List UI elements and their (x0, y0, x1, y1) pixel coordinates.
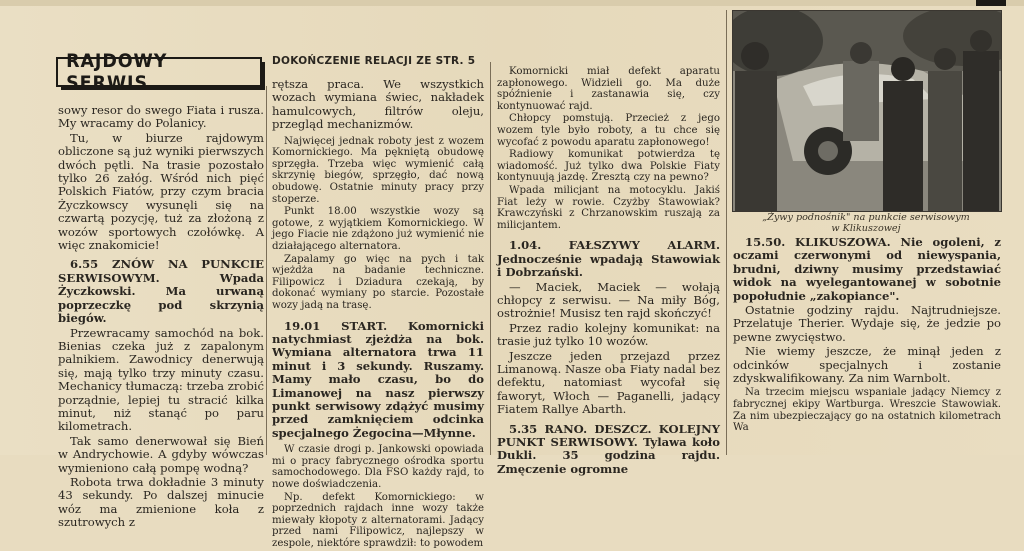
paragraph: Najwięcej jednak roboty jest z wozem Komornickiego. Ma pękniętą obudowę sprzęgła. Trzeba więc wymienić całą skrzynię biegów, sprzęgło, dać nową obudowę. Ostatnie minuty pracy przy stoperze. (272, 135, 484, 205)
small-print-block (272, 136, 484, 312)
top-edge (0, 0, 1024, 6)
paragraph: Przez radio kolejny komunikat: na trasie już tylko 10 wozów. (497, 320, 720, 349)
section-heading-paragraph: 19.01 START. Komornicki natychmiast zjeżdża na bok. Wymiana alternatora trwa 11 minut i 3 sekundy. Ruszamy. Mamy mało czasu, bo do Limanowej na nasz pierwszy punkt serwisowy zdążyć musimy przed zamknięciem odcinka specjalnego Żegocina—Młynne. (272, 318, 484, 440)
small-print-block (272, 444, 484, 549)
paragraph: Tak samo denerwował się Bień w Andrychowie. A gdyby wówczas wymieniono całą pompę wodną? (58, 433, 264, 475)
paragraph: Radiowy komunikat potwierdza tę wiadomość. Już tylko dwa Polskie Fiaty kontynuują jazdę. Zresztą czy na pewno? (497, 149, 720, 184)
page-corner-tab (976, 0, 1006, 6)
section-title: RAJDOWY SERWIS (66, 50, 168, 94)
paragraph: rętsza praca. We wszystkich wozach wymiana świec, nakładek hamulcowych, filtrów oleju, przegląd mechanizmów. (272, 77, 484, 132)
section-heading-paragraph: 6.55 ZNÓW NA PUNKCIE SERWISOWYM. Wpada Życzkowski. Ma urwaną poprzeczkę pod skrzynią biegów. (58, 257, 264, 326)
photo-illustration (733, 11, 1001, 211)
paragraph: — Maciek, Maciek — wołają chłopcy z serwisu. — Na miły Bóg, ostrożnie! Musisz ten rajd skończyć! (497, 279, 720, 321)
paragraph: Komornicki miał defekt aparatu zapłonowego. Widzieli go. Ma duże spóźnienie i zastanawia się, czy kontynuować rajd. (497, 66, 720, 112)
paragraph: Na trzecim miejscu wspaniale jadący Niemcy z fabrycznej ekipy Wartburga. Wreszcie Stawowiak. Za nim ubezpieczający go na ostatnich kilometrach Wa (733, 387, 1001, 434)
column-rule (726, 10, 727, 455)
paragraph: Chłopcy pomstują. Przecież z jego wozem tyle było roboty, a tu chce się wycofać z powodu aparatu zapłonowego! (497, 113, 720, 148)
paragraph: Np. defekt Komornickiego: w poprzednich rajdach inne wozy także miewały kłopoty z alternatorami. Jadący przed nami Filipowicz, najlepszy w zespole, niektóre sprawdził: to powodem (272, 491, 484, 549)
column-rule (266, 86, 267, 455)
paragraph: Robota trwa dokładnie 3 minuty 43 sekundy. Po dalszej minucie wóz ma zmienione koła z szutrowych z (58, 474, 264, 530)
article-column-4 (733, 236, 1001, 435)
paragraph: Nie wiemy jeszcze, że minął jeden z odcinków specjalnych i zostanie zdyskwalifikowany. Za nim Warnbolt. (733, 344, 1001, 386)
small-print-block (733, 387, 1001, 433)
section-title-box (56, 50, 262, 94)
article-column-2 (272, 78, 484, 551)
paragraph: Ostatnie godziny rajdu. Najtrudniejsze. Przelatuje Therier. Wydaje się, że jedzie po pewne zwycięstwo. (733, 303, 1001, 344)
column-rule (490, 62, 491, 455)
paragraph: Zapalamy go więc na pych i tak wjeżdża na badanie techniczne. Filipowicz i Dziadura czekają, by dokonać wymiany po starcie. Pozostałe wozy jadą na trasę. (272, 253, 484, 311)
photo-caption: „Żywy podnośnik" na punkcie serwisowym w Klikuszowej (762, 212, 970, 234)
section-heading-paragraph: 15.50. KLIKUSZOWA. Nie ogoleni, z oczami czerwonymi od niewyspania, brudni, dziwny musimy przedstawiać widok na wyelegantowanej w sobotnie popołudnie „zakopiance". (733, 235, 1001, 303)
news-photo (732, 10, 1002, 212)
article-column-1 (58, 104, 264, 531)
continuation-note: DOKOŃCZENIE RELACJI ZE STR. 5 (272, 55, 476, 67)
article-column-3 (497, 66, 720, 477)
section-heading-paragraph: 5.35 RANO. DESZCZ. KOLEJNY PUNKT SERWISOWY. Tylawa koło Dukli. 35 godzina rajdu. Zmęczenie ogromne (497, 421, 720, 476)
paragraph: Jeszcze jeden przejazd przez Limanową. Nasze oba Fiaty nadal bez defektu, natomiast wycofał się faworyt, Włoch — Paganelli, jadący Fiatem Rallye Abarth. (497, 348, 720, 417)
paragraph: Wpada milicjant na motocyklu. Jakiś Fiat leży w rowie. Czyżby Stawowiak? Krawczyński z Chrzanowskim ruszają za milicjantem. (497, 184, 720, 231)
paragraph: sowy resor do swego Fiata i rusza. My wracamy do Polanicy. (58, 103, 264, 131)
small-print-block (497, 66, 720, 231)
section-heading-paragraph: 1.04. FAŁSZYWY ALARM. Jednocześnie wpadają Stawowiak i Dobrzański. (497, 238, 720, 280)
paragraph: W czasie drogi p. Jankowski opowiada mi o pracy fabrycznego ośrodka sportu samochodowego. Dla FSO każdy rajd, to nowe doświadczenia. (272, 444, 484, 490)
paragraph: Tu, w biurze rajdowym obliczone są już wyniki pierwszych dwóch pętli. Na trasie pozostało tylko 26 załóg. Wśród nich pięć Polskich Fiatów, przy czym bracia Życzkowscy wysunęli się na czwartą pozycję, tuż za złożoną z wozów sportowych czołówkę. A więc znakomicie! (58, 130, 264, 253)
paragraph: Przewracamy samochód na bok. Bienias czeka już z zapalonym palnikiem. Zawodnicy denerwują się, mają tylko trzy minuty czasu. Mechanicy tłumaczą: trzeba zrobić porządnie, lepiej tu stracić kilka minut, niż stanąć po paru kilometrach. (58, 325, 264, 434)
paragraph: Punkt 18.00 wszystkie wozy są gotowe, z wyjątkiem Komornickiego. W jego Fiacie nie zdążono już wymienić nie działającego alternatora. (272, 206, 484, 252)
